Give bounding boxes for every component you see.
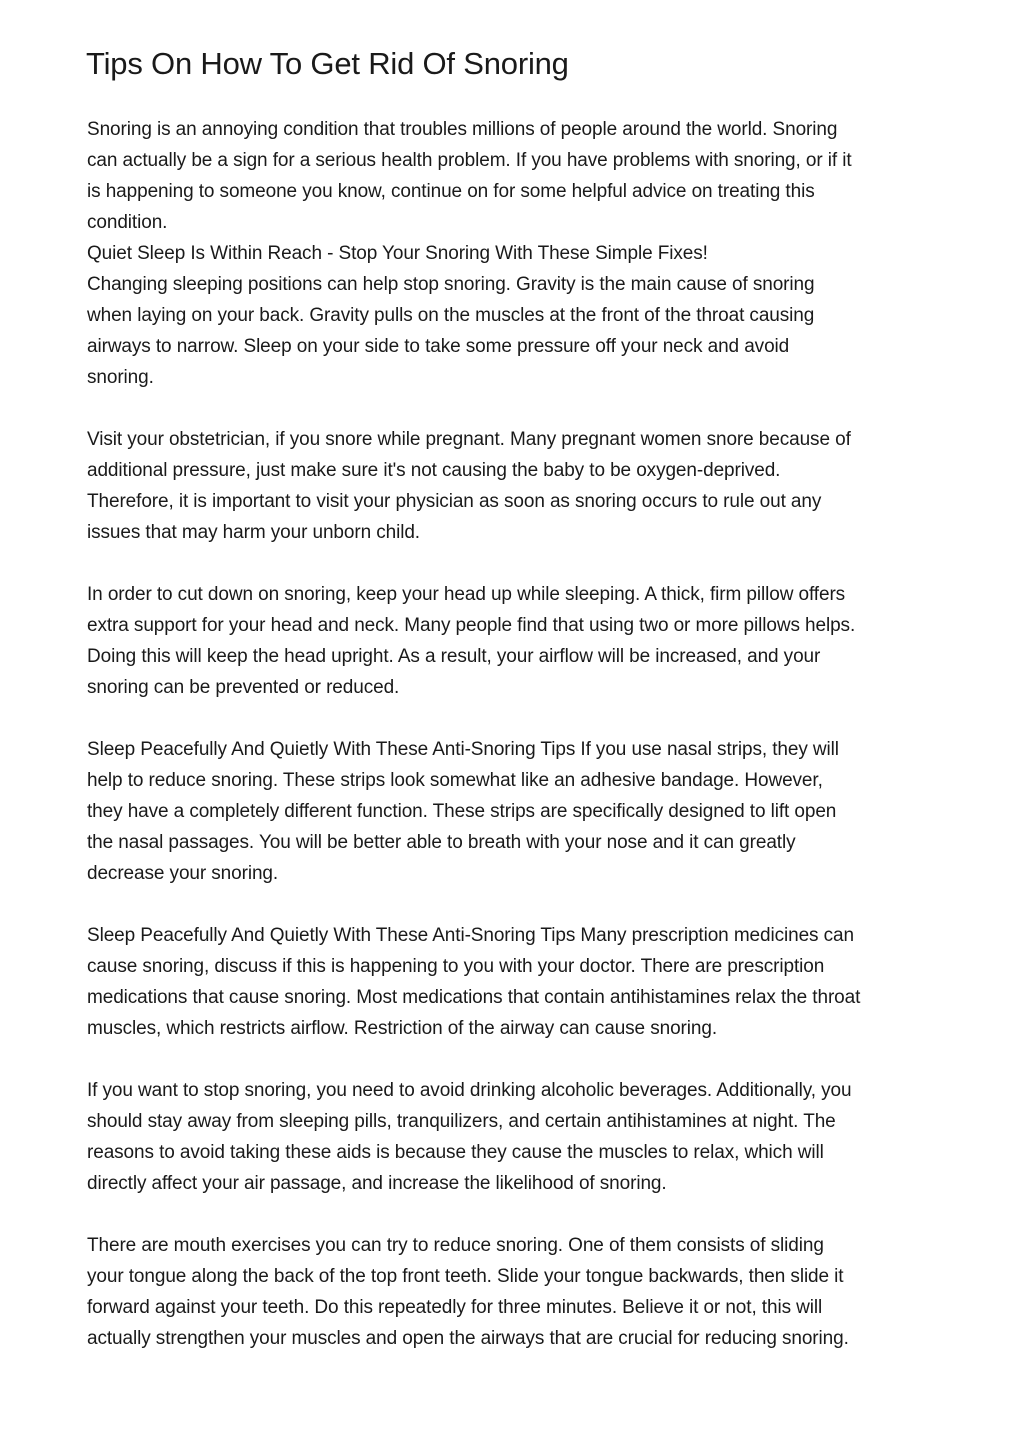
paragraph-line: reasons to avoid taking these aids is because they cause the muscles to relax, which will — [87, 1142, 824, 1163]
paragraph-line: extra support for your head and neck. Many people find that using two or more pillows helps. — [87, 615, 856, 636]
paragraph-gap — [87, 1044, 947, 1075]
paragraph-nasal-strips — [87, 734, 947, 889]
paragraph-intro — [87, 114, 947, 393]
paragraph-line: when laying on your back. Gravity pulls on the muscles at the front of the throat causing — [87, 305, 815, 326]
paragraph-line: If you want to stop snoring, you need to avoid drinking alcoholic beverages. Additionally, you — [87, 1080, 852, 1101]
paragraph-pregnancy — [87, 424, 947, 548]
paragraph-line: issues that may harm your unborn child. — [87, 522, 420, 543]
paragraph-line: Snoring is an annoying condition that troubles millions of people around the world. Snoring — [87, 119, 838, 140]
paragraph-line: snoring. — [87, 367, 154, 388]
paragraph-gap — [87, 1199, 947, 1230]
paragraph-line: Therefore, it is important to visit your physician as soon as snoring occurs to rule out any — [87, 491, 822, 512]
paragraph-line: they have a completely different function. These strips are specifically designed to lift open — [87, 801, 837, 822]
paragraph-line: the nasal passages. You will be better able to breath with your nose and it can greatly — [87, 832, 796, 853]
paragraph-line: There are mouth exercises you can try to reduce snoring. One of them consists of sliding — [87, 1235, 824, 1256]
paragraph-medications — [87, 920, 947, 1044]
paragraph-line: actually strengthen your muscles and open the airways that are crucial for reducing snoring. — [87, 1328, 849, 1349]
paragraph-line: Sleep Peacefully And Quietly With These Anti-Snoring Tips Many prescription medicines can — [87, 925, 854, 946]
paragraph-alcohol — [87, 1075, 947, 1199]
paragraph-line: airways to narrow. Sleep on your side to take some pressure off your neck and avoid — [87, 336, 790, 357]
paragraph-line: decrease your snoring. — [87, 863, 279, 884]
paragraph-gap — [87, 703, 947, 734]
paragraph-gap — [87, 889, 947, 920]
paragraph-pillows — [87, 579, 947, 703]
paragraph-line: Changing sleeping positions can help stop snoring. Gravity is the main cause of snoring — [87, 274, 815, 295]
paragraph-line: is happening to someone you know, continue on for some helpful advice on treating this — [87, 181, 815, 202]
paragraph-line: should stay away from sleeping pills, tranquilizers, and certain antihistamines at night. The — [87, 1111, 836, 1132]
paragraph-line: medications that cause snoring. Most medications that contain antihistamines relax the throat — [87, 987, 861, 1008]
paragraph-line: In order to cut down on snoring, keep your head up while sleeping. A thick, firm pillow offers — [87, 584, 846, 605]
paragraph-line: Visit your obstetrician, if you snore while pregnant. Many pregnant women snore because of — [87, 429, 851, 450]
paragraph-line: help to reduce snoring. These strips look somewhat like an adhesive bandage. However, — [87, 770, 823, 791]
paragraph-line: can actually be a sign for a serious health problem. If you have problems with snoring, or if it — [87, 150, 852, 171]
paragraph-line: Doing this will keep the head upright. As a result, your airflow will be increased, and your — [87, 646, 821, 667]
paragraph-line: Quiet Sleep Is Within Reach - Stop Your Snoring With These Simple Fixes! — [87, 243, 708, 264]
paragraph-line: directly affect your air passage, and increase the likelihood of snoring. — [87, 1173, 667, 1194]
paragraph-gap — [87, 393, 947, 424]
paragraph-gap — [87, 548, 947, 579]
paragraph-line: snoring can be prevented or reduced. — [87, 677, 400, 698]
paragraph-line: muscles, which restricts airflow. Restriction of the airway can cause snoring. — [87, 1018, 717, 1039]
paragraph-line: your tongue along the back of the top front teeth. Slide your tongue backwards, then slide it — [87, 1266, 844, 1287]
paragraph-line: additional pressure, just make sure it's not causing the baby to be oxygen-deprived. — [87, 460, 781, 481]
document-title: Tips On How To Get Rid Of Snoring — [86, 46, 569, 81]
paragraph-line: cause snoring, discuss if this is happening to you with your doctor. There are prescription — [87, 956, 825, 977]
paragraph-line: forward against your teeth. Do this repeatedly for three minutes. Believe it or not, this will — [87, 1297, 823, 1318]
paragraph-mouth-exercises — [87, 1230, 947, 1354]
paragraph-line: Sleep Peacefully And Quietly With These Anti-Snoring Tips If you use nasal strips, they will — [87, 739, 839, 760]
paragraph-line: condition. — [87, 212, 168, 233]
document-body — [87, 114, 947, 1354]
